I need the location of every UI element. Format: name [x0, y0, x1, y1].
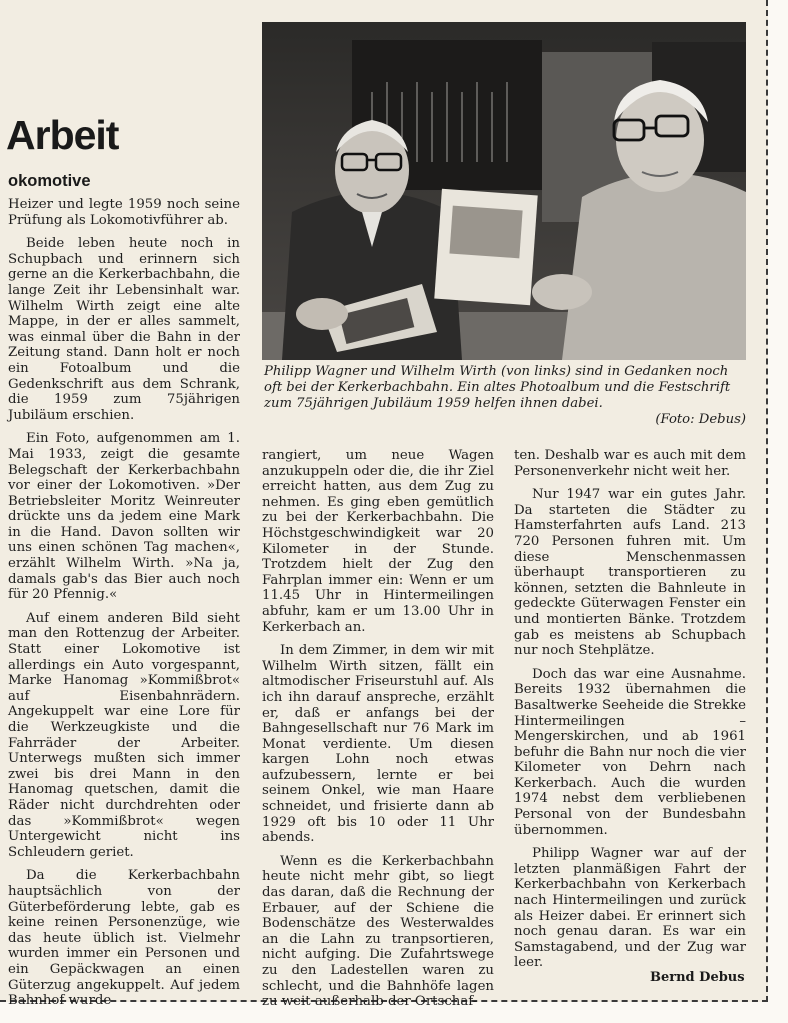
paragraph: Doch das war eine Ausnahme. Bereits 1932 übernahmen die Basaltwerke Seeheide die Strekke Hintermeilingen – Mengerskirchen, und ab 1961 befuhr die Bahn nur noch die vier Kilometer von Dehrn nach Kerkerbach. Auch die wurden 1974 nebst dem verbliebenen Personal von der Bundesbahn übernommen.: [514, 666, 746, 838]
column-3: [514, 448, 746, 971]
paragraph: ten. Deshalb war es auch mit dem Personenverkehr nicht weit her.: [514, 448, 746, 479]
paragraph: Philipp Wagner war auf der letzten planmäßigen Fahrt der Kerkerbachbahn von Kerkerbach nach Hintermeilingen und zurück als Heizer dabei. Er erinnert sich noch genau daran. Es war ein Samstagabend, und der Zug war leer.: [514, 846, 746, 971]
subheadline: okomotive: [8, 172, 91, 190]
caption-text: Philipp Wagner und Wilhelm Wirth (von links) sind in Gedanken noch oft bei der Kerkerbachbahn. Ein altes Photoalbum und die Festschrift zum 75jährigen Jubiläum 1959 helfen ihnen dabei.: [264, 364, 731, 411]
paragraph: Auf einem anderen Bild sieht man den Rottenzug der Arbeiter. Statt einer Lokomotive ist allerdings ein Auto vorgespannt, Marke Hanomag »Kommißbrot« auf Eisenbahnrädern. Angekuppelt war eine Lore für die Werkzeugkiste und die Fahrräder der Arbeiter. Unterwegs mußten sich immer zwei bis drei Mann in den Hanomag quetschen, damit die Räder nicht durchdrehten oder das »Kommißbrot« wegen Untergewicht nicht ins Schleudern geriet.: [8, 610, 240, 860]
column-2: [262, 448, 494, 1010]
photo-illustration: [262, 22, 746, 360]
paragraph: Ein Foto, aufgenommen am 1. Mai 1933, zeigt die gesamte Belegschaft der Kerkerbachbahn vor einer der Lokomotiven. »Der Betriebsleiter Moritz Weinreuter drückte uns da jedem eine Mark in die Hand. Davon sollten wir uns einen schönen Tag machen«, erzählt Wilhelm Wirth. »Na ja, damals gab's das Bier auch noch für 20 Pfennig.«: [8, 431, 240, 603]
author-byline: Bernd Debus: [650, 970, 745, 985]
photo-credit: (Foto: Debus): [655, 412, 746, 427]
paragraph: Heizer und legte 1959 noch seine Prüfung als Lokomotivführer ab.: [8, 197, 240, 228]
paragraph: Da die Kerkerbachbahn hauptsächlich von der Güterbeförderung lebte, gab es keine reinen Personenzüge, wie das heute üblich ist. Vielmehr wurden immer ein Personen und ein Gepäckwagen an einen Güterzug angekuppelt. Auf jedem Bahnhof wurde: [8, 868, 240, 1009]
photo-caption: [264, 364, 746, 428]
paragraph: Nur 1947 war ein gutes Jahr. Da starteten die Städter zu Hamsterfahrten aufs Land. 213 720 Personen fuhren mit. Um diese Menschenmassen überhaupt transportieren zu können, setzten die Bahnleute in gedeckte Güterwagen Fenster ein und montierten Bänke. Trotzdem gab es meistens ab Schupbach nur noch Stehplätze.: [514, 487, 746, 659]
paragraph: rangiert, um neue Wagen anzukuppeln oder die, die ihr Ziel erreicht hatten, aus dem Zug zu nehmen. Es ging eben gemütlich zu bei der Kerkerbachbahn. Die Höchstgeschwindigkeit war 20 Kilometer in der Stunde. Trotzdem hielt der Zug den Fahrplan immer ein: Wenn er um 11.45 Uhr in Hintermeilingen abfuhr, kam er um 13.00 Uhr in Kerkerbach an.: [262, 448, 494, 635]
paragraph: Wenn es die Kerkerbachbahn heute nicht mehr gibt, so liegt das daran, daß die Rechnung der Erbauer, auf der Schiene die Bodenschätze des Westerwaldes an die Lahn zu tranpsortieren, nicht aufging. Die Zufahrtswege zu den Ladestellen waren zu schlecht, und die Bahnhöfe lagen zu weit außerhalb der Ortschaf-: [262, 853, 494, 1010]
column-1: [8, 197, 240, 1009]
article-photo: [262, 22, 746, 360]
paragraph: In dem Zimmer, in dem wir mit Wilhelm Wirth sitzen, fällt ein altmodischer Friseurstuhl auf. Als ich ihn darauf anspreche, erzählt er, daß er anfangs bei der Bahngesellschaft nur 76 Mark im Monat verdiente. Um diesen kargen Lohn noch etwas aufzubessern, lernte er bei seinem Onkel, wie man Haare schneidet, und frisierte dann ab 1929 oft bis 10 oder 11 Uhr abends.: [262, 643, 494, 846]
paragraph: Beide leben heute noch in Schupbach und erinnern sich gerne an die Kerkerbachbahn, die lange Zeit ihr Lebensinhalt war. Wilhelm Wirth zeigt eine alte Mappe, in der er alles sammelt, was einmal über die Bahn in der Zeitung stand. Dann holt er noch ein Fotoalbum und die Gedenkschrift aus dem Schrank, die 1959 zum 75jährigen Jubiläum erschien.: [8, 236, 240, 423]
headline: Arbeit: [6, 112, 119, 158]
